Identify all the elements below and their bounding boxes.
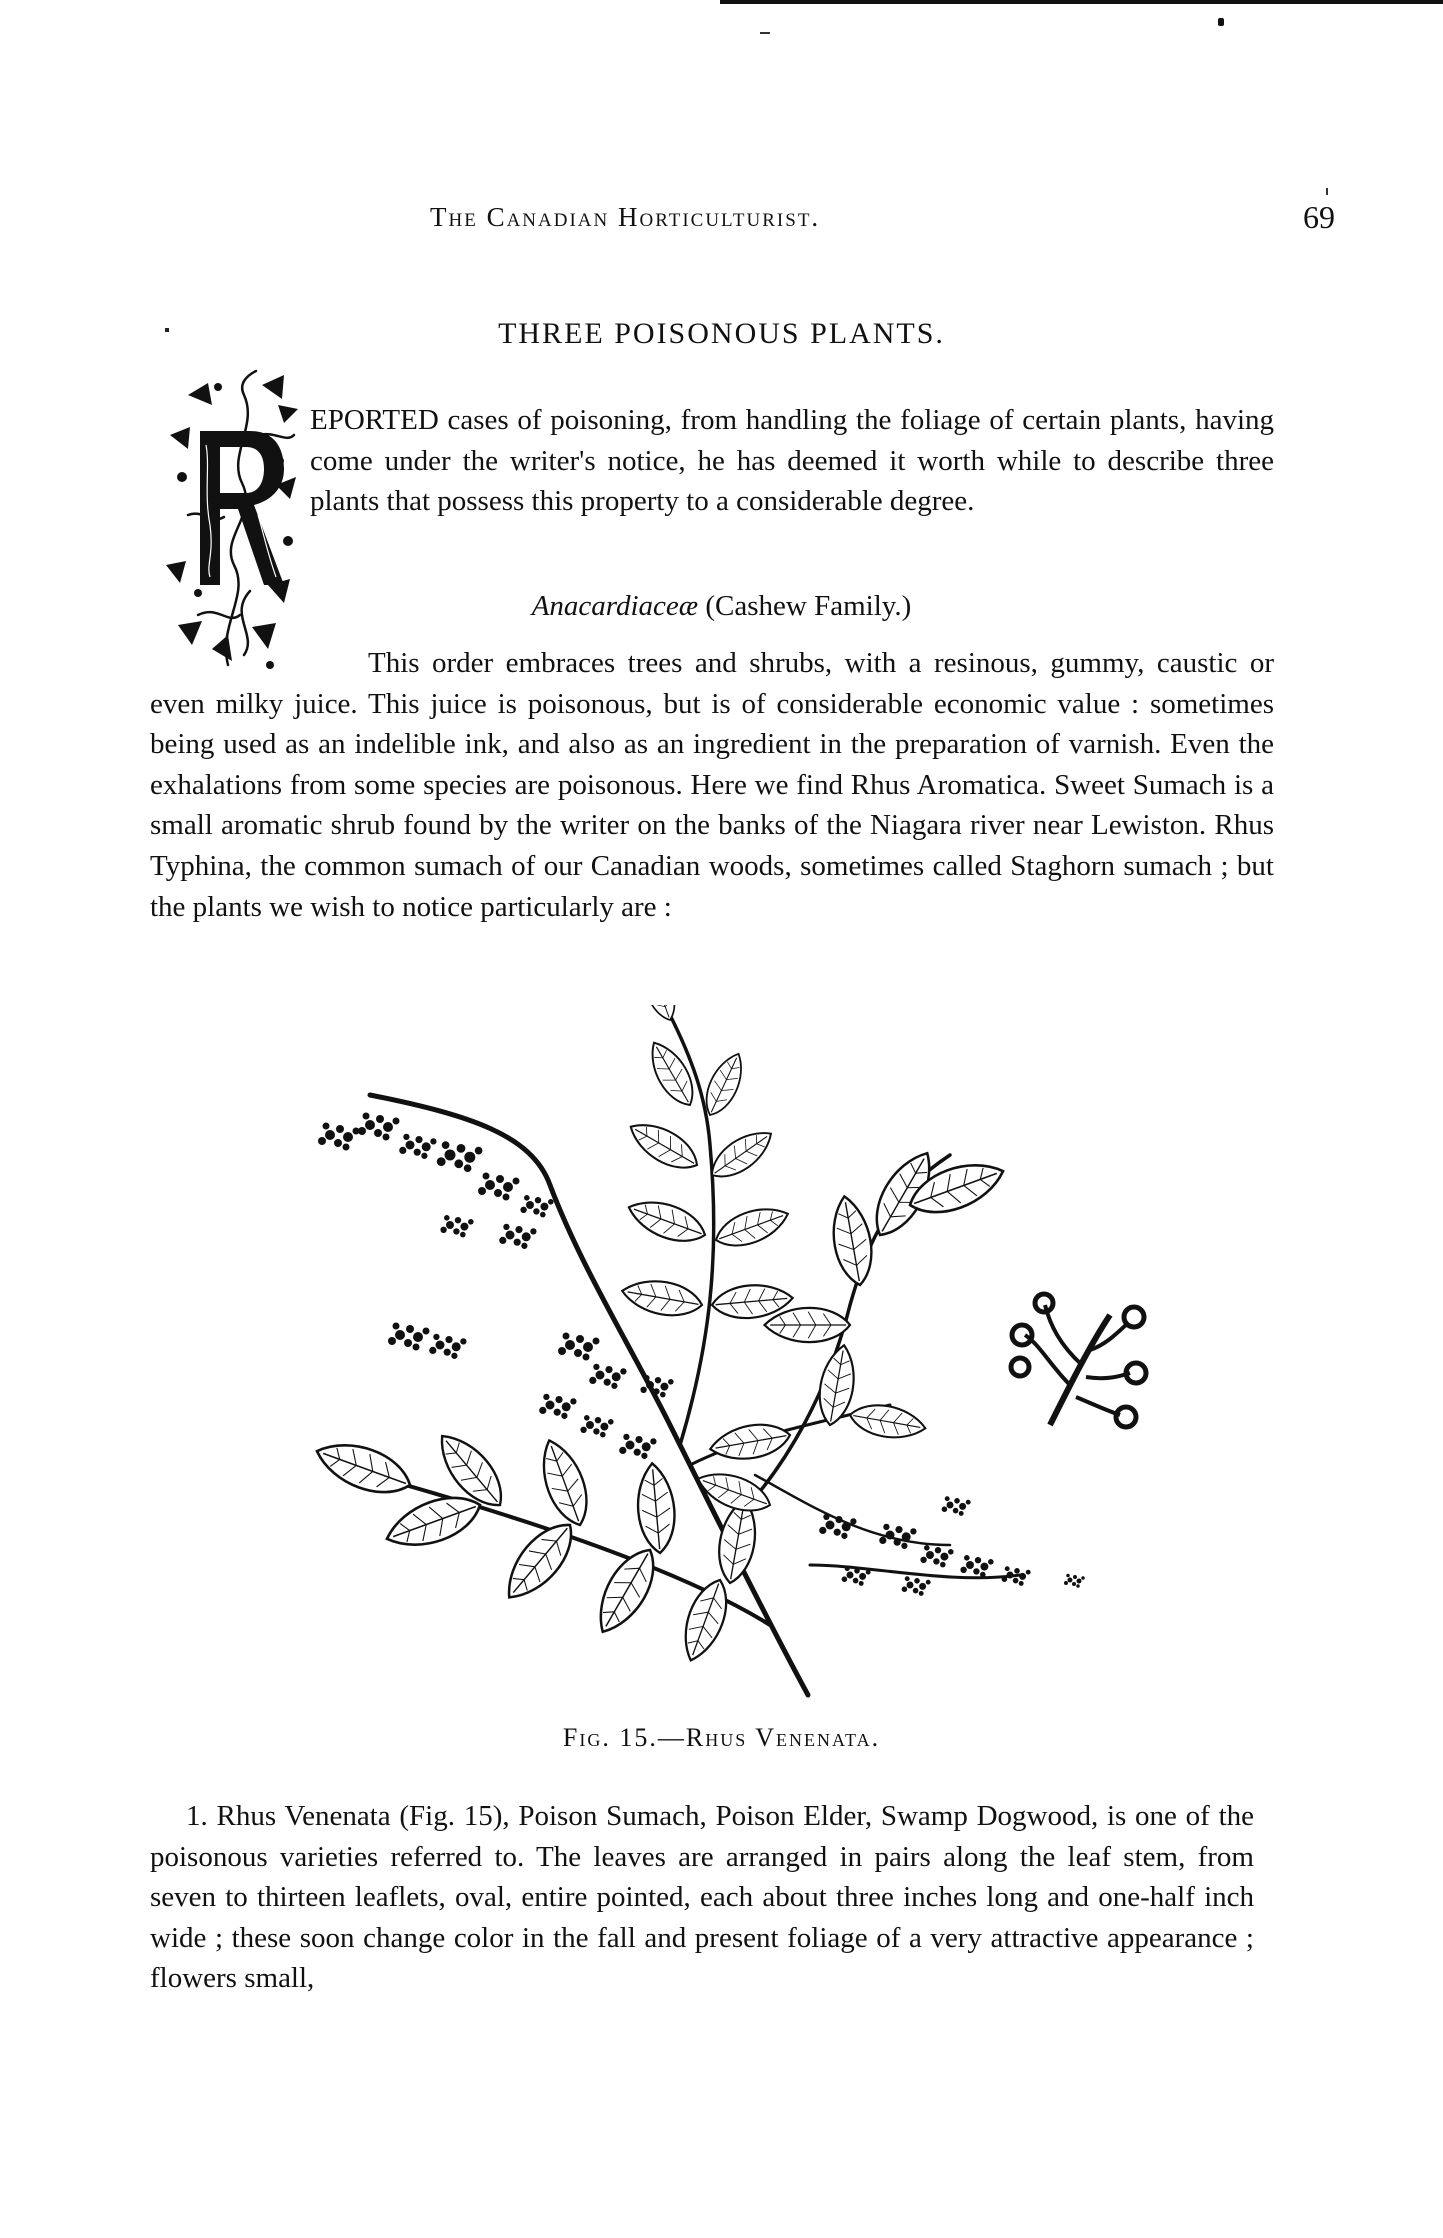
- ornamental-dropcap-r: [158, 365, 306, 677]
- ink-speck: [760, 32, 770, 34]
- page-number: 69: [1303, 199, 1335, 235]
- ink-speck: [1218, 18, 1224, 26]
- rhus-venenata-illustration: [250, 1005, 1170, 1700]
- article-title: THREE POISONOUS PLANTS.: [498, 317, 945, 350]
- top-border-rule: [720, 0, 1443, 4]
- family-latin-name: Anacardiaceæ: [531, 590, 699, 622]
- family-common-name: (Cashew Family.): [705, 590, 912, 622]
- body-paragraph: 1. Rhus Venenata (Fig. 15), Poison Sumach, Poison Elder, Swamp Dogwood, is one of the poisonous varieties referred to. The leaves are arranged in pairs along the leaf stem, from seven to thirteen leaflets, oval, entire pointed, each about three inches long and one-half inch wide ; these soon change color in the fall and present foliage of a very attractive appearance ; flowers small,: [150, 1800, 1254, 1995]
- intro-paragraph: EPORTED cases of poisoning, from handling the foliage of certain plants, having come under the writer's notice, he has deemed it worth while to describe three plants that possess this property to a considerable degree.: [310, 404, 1274, 518]
- figure-caption: Fig. 15.—Rhus Venenata.: [562, 1723, 881, 1752]
- body-paragraph: This order embraces trees and shrubs, with a resinous, gummy, caustic or even milky juice. This juice is poisonous, but is of considerable economic value : sometimes being used as an indelible ink, and also as an ingredient in the preparation of varnish. Even the exhalations from some species are poisonous. Here we find Rhus Aromatica. Sweet Sumach is a small aromatic shrub found by the writer on the banks of the Niagara river near Lewiston. Rhus Typhina, the common sumach of our Canadian woods, sometimes called Staghorn sumach ; but the plants we wish to notice particularly are :: [150, 647, 1274, 923]
- running-head: The Canadian Horticulturist.: [430, 202, 821, 232]
- family-heading: [0, 590, 1443, 623]
- ink-speck: [1326, 188, 1328, 195]
